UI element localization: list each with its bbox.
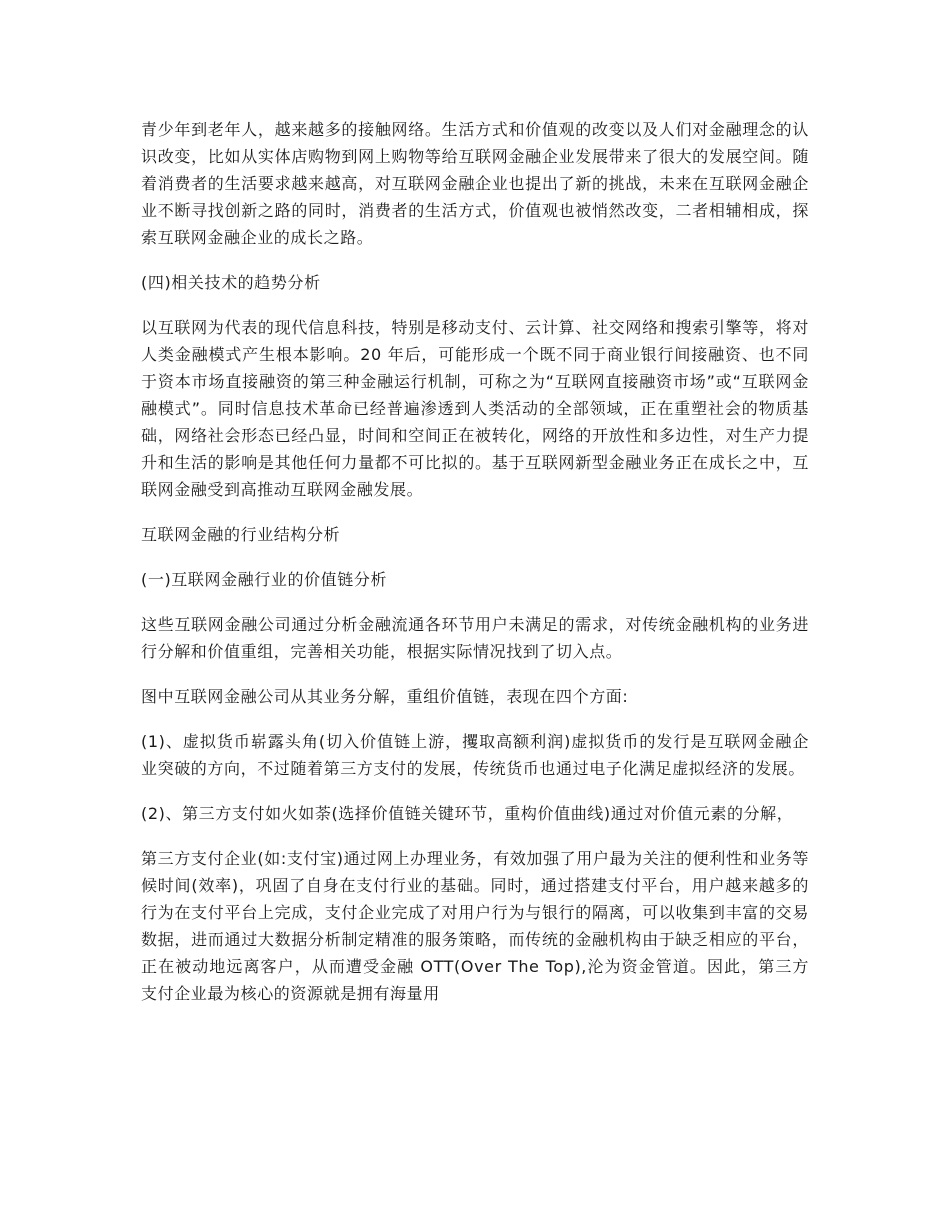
paragraph-value-reorganization: 这些互联网金融公司通过分析金融流通各环节用户未满足的需求，对传统金融机构的业务进行分解和价值重组，完善相关功能，根据实际情况找到了切入点。 [141, 615, 809, 661]
document-body [141, 116, 809, 1007]
heading-technology-trends: (四)相关技术的趋势分析 [141, 273, 321, 292]
paragraph-third-party-payment: (2)、第三方支付如火如荼(选择价值链关键环节，重构价值曲线)通过对价值元素的分解， [141, 804, 794, 823]
paragraph-virtual-currency: (1)、虚拟货币崭露头角(切入价值链上游，攫取高额利润)虚拟货币的发行是互联网金融企业突破的方向，不过随着第三方支付的发展，传统货币也通过电子化满足虚拟经济的发展。 [141, 732, 809, 778]
paragraph-information-technology: 以互联网为代表的现代信息科技，特别是移动支付、云计算、社交网络和搜索引擎等，将对人类金融模式产生根本影响。20 年后，可能形成一个既不同于商业银行间接融资、也不同于资本市场直接融资的第三种金融运行机制，可称之为“互联网直接融资市场”或“互联网金融模式”。同时信息技术革命已经普遍渗透到人类活动的全部领域，正在重塑社会的物质基础，网络社会形态已经凸显，时间和空间正在被转化，网络的开放性和多边性，对生产力提升和生活的影响是其他任何力量都不可比拟的。基于互联网新型金融业务正在成长之中，互联网金融受到高推动互联网金融发展。 [141, 318, 809, 499]
heading-value-chain: (一)互联网金融行业的价值链分析 [141, 570, 388, 589]
heading-industry-structure: 互联网金融的行业结构分析 [141, 525, 341, 544]
paragraph-four-aspects: 图中互联网金融公司从其业务分解，重组价值链，表现在四个方面: [141, 687, 629, 706]
paragraph-consumer-lifestyle: 青少年到老年人，越来越多的接触网络。生活方式和价值观的改变以及人们对金融理念的认识改变，比如从实体店购物到网上购物等给互联网金融企业发展带来了很大的发展空间。随着消费者的生活要求越来越高，对互联网金融企业也提出了新的挑战，未来在互联网金融企业不断寻找创新之路的同时，消费者的生活方式，价值观也被悄然改变，二者相辅相成，探索互联网金融企业的成长之路。 [141, 120, 809, 247]
paragraph-payment-platform: 第三方支付企业(如:支付宝)通过网上办理业务，有效加强了用户最为关注的便利性和业务等候时间(效率)，巩固了自身在支付行业的基础。同时，通过搭建支付平台，用户越来越多的行为在支付平台上完成，支付企业完成了对用户行为与银行的隔离，可以收集到丰富的交易数据，进而通过大数据分析制定精准的服务策略，而传统的金融机构由于缺乏相应的平台，正在被动地远离客户，从而遭受金融 OTT(Over The Top),沦为资金管道。因此，第三方支付企业最为核心的资源就是拥有海量用 [141, 849, 809, 1003]
